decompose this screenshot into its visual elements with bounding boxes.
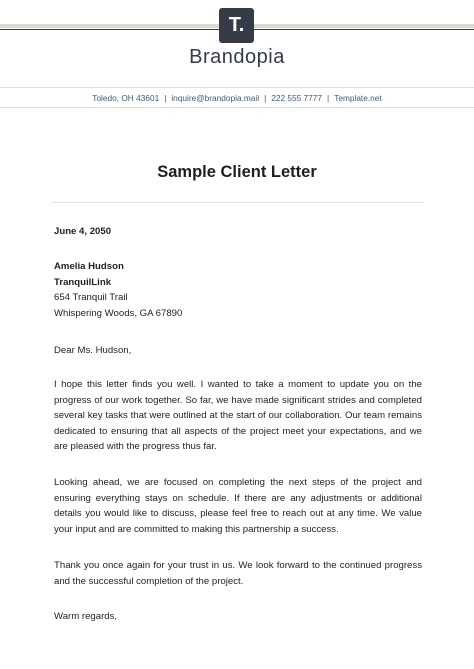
title-divider	[52, 202, 424, 203]
closing: Warm regards,	[54, 611, 118, 622]
contact-separator: |	[264, 92, 267, 103]
recipient-address-line2: Whispering Woods, GA 67890	[54, 307, 183, 319]
body-paragraph-1: I hope this letter finds you well. I wanted to take a moment to update you on the progress of our work together. So far, we have made significant strides and completed several key tasks that were outlined at the start of our collaboration. Our team remains dedicated to ensuring that all aspects of the project meet your expectations, and we are pleased with the progress thus far.	[54, 379, 422, 452]
recipient-name: Amelia Hudson	[54, 261, 124, 272]
salutation: Dear Ms. Hudson,	[54, 345, 132, 356]
brand-logo-icon	[219, 8, 254, 43]
body-paragraph-3: Thank you once again for your trust in us. We look forward to the continued progress and the successful completion of the project.	[54, 560, 422, 587]
brand-name: Brandopia	[189, 46, 285, 68]
logo-letter: T.	[228, 14, 245, 36]
letter-title: Sample Client Letter	[157, 163, 317, 181]
letter-date: June 4, 2050	[54, 226, 112, 237]
contact-bar	[0, 87, 474, 108]
contact-email: inquire@brandopia.mail	[171, 92, 260, 103]
recipient-block	[54, 259, 422, 321]
contact-address: Toledo, OH 43601	[92, 92, 160, 103]
contact-phone: 222 555 7777	[271, 92, 323, 103]
contact-website: Template.net	[334, 92, 382, 103]
body-paragraph-2: Looking ahead, we are focused on completing the next steps of the project and ensuring everything stays on schedule. If there are any adjustments or additional details you would like to discuss, please feel free to reach out at any time. We value your input and are committed to making this partnership a success.	[54, 477, 422, 535]
recipient-address-line1: 654 Tranquil Trail	[54, 292, 128, 303]
contact-separator: |	[327, 92, 330, 103]
recipient-company: TranquilLink	[54, 276, 112, 288]
contact-separator: |	[164, 92, 167, 103]
